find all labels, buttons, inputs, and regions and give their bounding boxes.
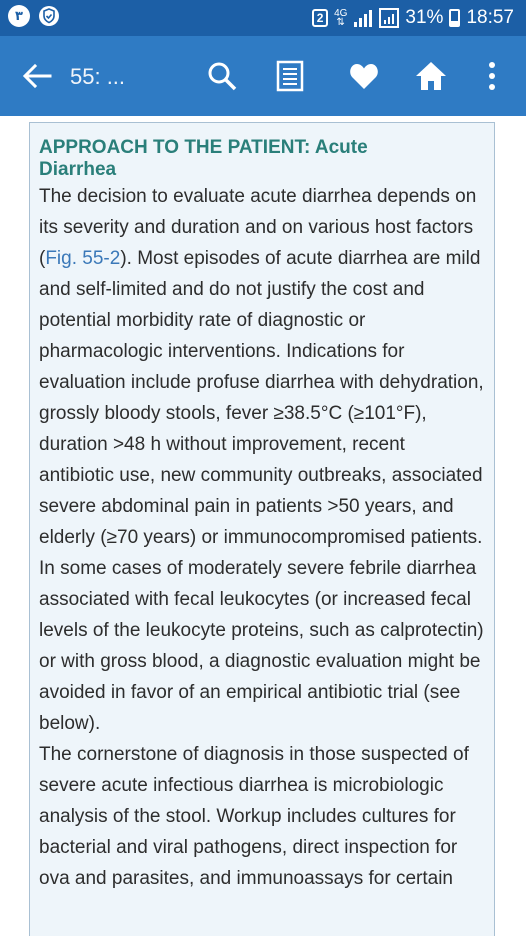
page-title: 55: ... [70, 64, 126, 89]
more-vert-icon [487, 61, 497, 91]
network-type: 4G ⇅ [334, 8, 348, 28]
sim-slot-badge: 2 [312, 9, 328, 27]
back-arrow-icon[interactable] [20, 60, 54, 92]
favorite-button[interactable] [346, 58, 382, 94]
paragraph-2: The cornerstone of diagnosis in those suspected of severe acute infectious diarrhea is microbiologic analysis of the stool. Workup includes cultures for bacterial and viral pathogens, direct inspection for ova and parasites, and immunoassays for certain [39, 744, 469, 889]
app-bar [0, 36, 526, 116]
approach-box [29, 122, 495, 936]
reader-content[interactable] [0, 116, 526, 936]
paragraph-1-text-b: ). Most episodes of acute diarrhea are mild and self-limited and do not justify the cost and potential morbidity rate of diagnostic or pharmacologic interventions. Indications for evaluation include profuse diarrhea with dehydration, grossly bloody stools, fever ≥38.5°C (≥101°F), duration >48 h without improvement, recent antibiotic use, new community outbreaks, associated severe abdominal pain in patients >50 years, and elderly (≥70 years) or immunocompromised patients. In some cases of moderately severe febrile diarrhea associated with fecal leukocytes (or increased fecal levels of the leukocyte proteins, such as calprotectin) or with gross blood, a diagnostic evaluation might be avoided in favor of an empirical antibiotic trial (see below). [39, 248, 484, 734]
clock: 18:57 [466, 7, 514, 28]
heart-icon [349, 62, 379, 90]
section-heading: APPROACH TO THE PATIENT: Acute Diarrhea [39, 137, 368, 180]
signal-icon [353, 9, 373, 27]
home-icon [414, 60, 448, 92]
figure-link[interactable]: Fig. 55-2 [45, 248, 121, 269]
search-button[interactable] [204, 58, 240, 94]
battery-icon [449, 9, 460, 27]
contents-icon [276, 60, 304, 92]
search-icon [206, 60, 238, 92]
notification-badge: ٣ [8, 5, 30, 27]
status-bar [0, 0, 526, 36]
home-button[interactable] [413, 58, 449, 94]
shield-check-icon [38, 5, 60, 27]
paragraph-1 [39, 181, 484, 739]
contents-button[interactable] [272, 58, 308, 94]
signal-box-icon [379, 8, 399, 28]
more-options-button[interactable] [474, 58, 510, 94]
paragraph-1-text-a: The decision to evaluate acute diarrhea depends on its severity and duration and on various host factors ( [39, 186, 477, 269]
battery-percent: 31% [405, 7, 444, 28]
